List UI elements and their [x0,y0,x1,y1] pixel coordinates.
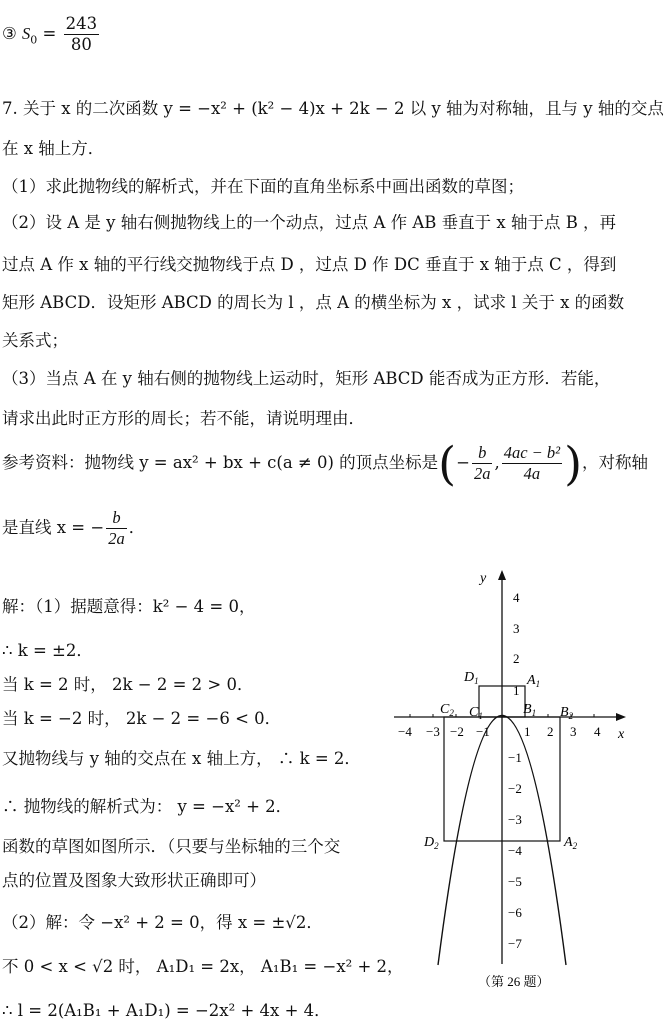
x-tick-n1: −1 [476,724,490,739]
x-tick-n4: −4 [398,724,412,739]
y-tick-n4: −4 [508,843,522,858]
y-tick-4: 4 [513,590,520,605]
sol-8: 点的位置及图象大致形状正确即可） [2,871,266,890]
y-tick-n2: −2 [508,781,522,796]
y-tick-n6: −6 [508,905,522,920]
sol-1: 解：（1）据题意得：k² − 4 = 0， [2,597,256,616]
sol-7: 函数的草图如图所示．（只要与坐标轴的三个交 [2,837,341,856]
y-tick-n5: −5 [508,874,522,889]
s0-eq: = [42,24,62,43]
label-a2: $A_2$ [564,835,578,851]
ref-axis-frac [106,508,127,549]
x-axis-arrow [616,713,626,721]
label-c2: $C_2$ [440,702,454,718]
ref-vy-den: 4a [523,464,541,483]
sol-5: 又抛物线与 y 轴的交点在 x 轴上方， ∴ k = 2． [2,749,361,768]
label-c1: $C_1$ [469,705,483,721]
ref-line2a: 是直线 x = − [2,518,105,537]
label-a1: $A_1$ [527,673,541,689]
y-tick-2: 2 [513,651,520,666]
y-tick-n1: −1 [508,750,522,765]
s0-line [2,14,101,55]
q7-reference-2 [2,506,145,550]
y-tick-n3: −3 [508,812,522,827]
x-tick-labels [398,724,601,739]
y-tick-labels [508,590,522,951]
x-tick-2: 2 [547,724,554,739]
q7-part2d: 关系式； [2,331,68,350]
ref-vy-num: 4ac − b² [503,443,561,462]
x-axis-label: x [618,727,625,742]
q7-part1: （1）求此抛物线的解析式，并在下面的直角坐标系中画出函数的草图； [2,177,524,196]
s0-label: ③ [2,24,17,43]
s0-fraction [64,14,100,55]
ref-vy-frac [502,443,562,484]
q7-reference: 参考资料：抛物线 y = ax² + bx + c(a ≠ 0) 的顶点坐标是(− $\frac{b}{2a}$ , $\frac{\text{4ac − b²}}{4a}$ )，对称轴 [2,436,649,491]
y-tick-1: 1 [513,683,520,698]
x-tick-3: 3 [570,724,577,739]
sol-11: ∴ l = 2(A₁B₁ + A₁D₁) = −2x² + 4x + 4． [2,1001,331,1020]
y-tick-3: 3 [513,621,520,636]
sol-6: ∴ 抛物线的解析式为： y = −x² + 2． [2,797,293,816]
label-b2: $B_2$ [560,705,574,721]
label-d2: $D_2$ [424,835,439,851]
s0-den: 80 [70,35,92,54]
q7-line1: 7. 关于 x 的二次函数 y = −x² + (k² − 4)x + 2k − 2 以 y 轴为对称轴，且与 y 轴的交点 [2,99,664,118]
ref-prefix: 参考资料：抛物线 y = ax² + bx + c(a ≠ 0) 的顶点坐标是 [2,453,439,472]
x-tick-4: 4 [594,724,601,739]
y-axis-arrow [498,570,506,580]
q7-line2: 在 x 轴上方． [2,139,105,158]
sol-9: （2）解：令 −x² + 2 = 0，得 x = ±√2． [2,913,323,932]
ref-line2b: ． [128,518,146,537]
ref-vx-num: b [472,443,493,464]
sol-4: 当 k = −2 时， 2k − 2 = −6 < 0． [2,709,282,728]
x-tick-n3: −3 [426,724,440,739]
q7-part3a: （3）当点 A 在 y 轴右侧的抛物线上运动时，矩形 ABCD 能否成为正方形．若能， [2,369,611,388]
parabola-figure [392,566,632,996]
y-axis-label: y [480,571,487,586]
ref-vx-den: 2a [473,464,491,483]
x-tick-n2: −2 [450,724,464,739]
sol-3: 当 k = 2 时， 2k − 2 = 2 > 0． [2,675,254,694]
sol-2: ∴ k = ±2． [2,641,93,660]
figure-caption: （第 26 题） [478,974,550,989]
q7-part2a: （2）设 A 是 y 轴右侧抛物线上的一个动点，过点 A 作 AB 垂直于 x 轴于点 B ，再 [2,213,617,232]
ref-suffix: ，对称轴 [582,453,649,472]
q7-part2b: 过点 A 作 x 轴的平行线交抛物线于点 D ，过点 D 作 DC 垂直于 x 轴于点 C ，得到 [2,255,617,274]
q7-part3b: 请求出此时正方形的周长；若不能，请说明理由． [2,409,365,428]
ref-axis-den: 2a [108,529,125,548]
label-b1: $B_1$ [523,702,537,718]
sol-10: 不 0 < x < √2 时， A₁D₁ = 2x， A₁B₁ = −x² + 2， [2,957,404,976]
ref-axis-num: b [106,508,127,529]
label-d1: $D_1$ [464,670,479,686]
s0-lhs: S [22,24,31,43]
s0-sub: 0 [30,33,38,47]
s0-num: 243 [65,14,98,33]
ref-vx-frac [472,443,493,484]
x-tick-1: 1 [524,724,531,739]
y-tick-n7: −7 [508,936,522,951]
q7-part2c: 矩形 ABCD．设矩形 ABCD 的周长为 l ，点 A 的横坐标为 x ，试求 l 关于 x 的函数 [2,293,625,312]
